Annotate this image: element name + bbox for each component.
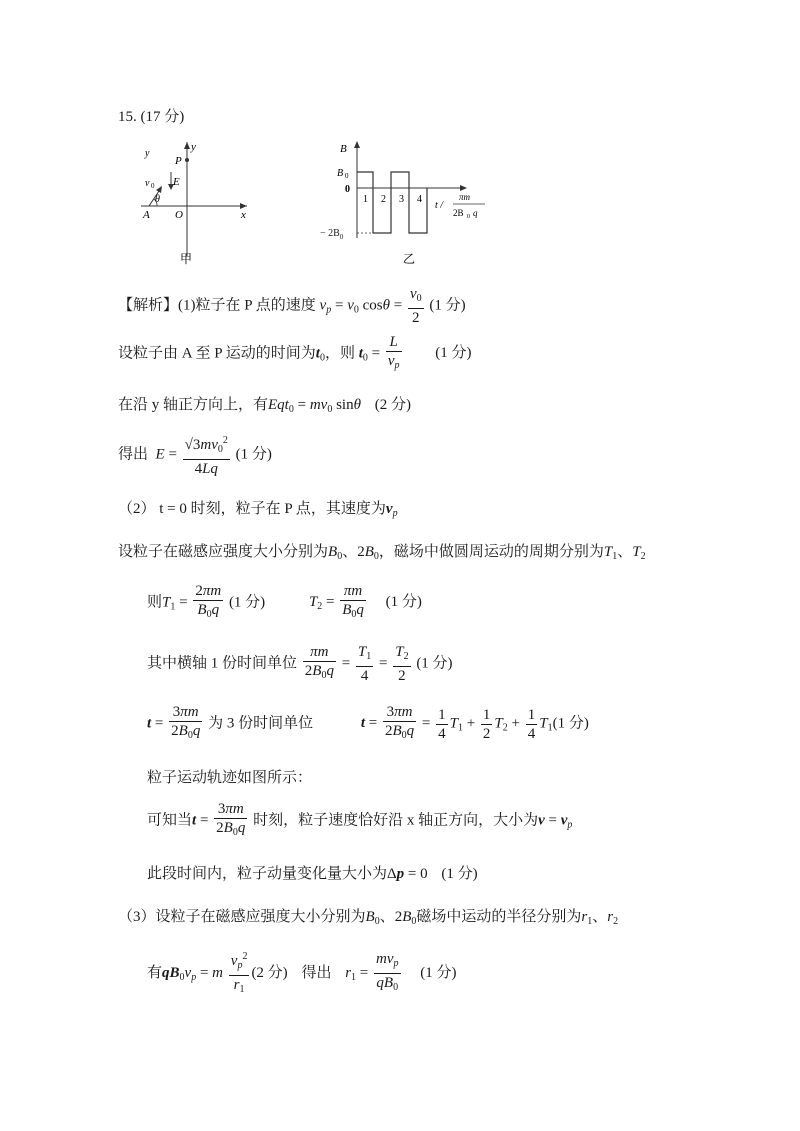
analysis-line-12: 此段时间内，粒子动量变化量大小为Δp = 0 (1 分) <box>147 866 478 882</box>
analysis-line-10: 粒子运动轨迹如图所示： <box>147 770 313 786</box>
analysis-line-8: 其中横轴 1 份时间单位 $\frac{\pi m}{2B_0q}$ = $\frac{T_1}{4}$ = $\frac{T_2}{2}$ (1 分) <box>147 644 453 684</box>
analysis-line-5: （2） t = 0 时刻，粒子在 P 点，其速度为$v_p$ <box>118 501 398 519</box>
label-v0-sub: 0 <box>151 182 155 190</box>
unit-numerator: πm <box>459 192 471 202</box>
analysis-line-9: t = $\frac{3\pi m}{2B_0q}$ 为 3 份时间单位 t = $\frac{3\pi m}{2B_0q}$ = $\frac{1}{4}$ $T_1$ + $\frac{1}{2}$ $T_2$ + $\frac{1}{4}$ $T_1(1$ 分) <box>147 704 589 742</box>
analysis-line-7: 则$T_1$ = $\frac{2\pi m}{B_0q}$ (1 分) $T_2$ = $\frac{\pi m}{B_0q}$ (1 分) <box>147 583 422 620</box>
analysis-line-14: 有$qB_0v_p = m$ $\frac{v_p^2}{r_1}$ (2 分) 得出 $r_1$ = $\frac{mv_p}{qB_0}$ (1 分) <box>147 948 457 999</box>
caption-jia: 甲 <box>180 252 193 266</box>
label-zero: 0 <box>345 184 350 195</box>
unit-denominator: 2B <box>453 208 464 218</box>
label-y: y <box>145 148 150 159</box>
t-axis-label: t / <box>435 200 444 211</box>
label-a: A <box>143 209 150 221</box>
y-axis-label: y <box>191 141 196 153</box>
caption-yi: 乙 <box>403 252 416 266</box>
tick-3: 3 <box>399 194 404 205</box>
tick-2: 2 <box>381 194 386 205</box>
label-b: B <box>340 143 347 155</box>
tick-4: 4 <box>417 194 422 205</box>
analysis-line-11: 可知当t = $\frac{3\pi m}{2B_0q}$ 时刻，粒子速度恰好沿 x 轴正方向，大小为$v = v_p$ <box>147 801 573 838</box>
analysis-line-13: （3）设粒子在磁感应强度大小分别为$B_0$、$2B_0$磁场中运动的半径分别为$r_1$、$r_2$ <box>118 909 619 927</box>
figure-jia <box>135 138 255 268</box>
analysis-line-1: 【解析】(1)粒子在 P 点的速度 $v_p = v_0$ cosθ = $\frac{v_0}{2}$ (1 分) <box>118 286 466 326</box>
unit-denominator-sub: 0 <box>467 214 470 220</box>
label-v0: v <box>145 178 150 189</box>
analysis-line-3: 在沿 y 轴正方向上，有$Eqt_0 = mv_0$ sinθ (2 分) <box>118 397 411 415</box>
tick-1: 1 <box>363 194 368 205</box>
label-e: E <box>173 176 180 188</box>
label-theta: θ <box>155 194 160 205</box>
label-neg2b0-outer: − $2B_0$ <box>320 228 344 241</box>
analysis-line-2: 设粒子由 A 至 P 运动的时间为$t_0$，则 $t_0$ = $\frac{L}{v_p}$ (1 分) <box>118 334 472 371</box>
analysis-line-6: 设粒子在磁感应强度大小分别为$B_0$、$2B_0$，磁场中做圆周运动的周期分别为$T_1$、$T_2$ <box>118 544 646 562</box>
point-p <box>185 158 189 162</box>
unit-denominator-q: q <box>473 208 478 218</box>
label-b0: B <box>337 168 344 179</box>
label-p: P <box>175 155 182 167</box>
label-b0-sub: 0 <box>345 172 349 180</box>
x-axis-label: x <box>241 209 246 221</box>
label-o: O <box>175 209 183 221</box>
analysis-line-4: 得出 E = $\frac{√3mv_0^2}{4Lq}$ (1 分) <box>118 432 272 478</box>
question-heading: 15. (17 分) <box>118 109 185 125</box>
figure-yi <box>335 138 495 268</box>
